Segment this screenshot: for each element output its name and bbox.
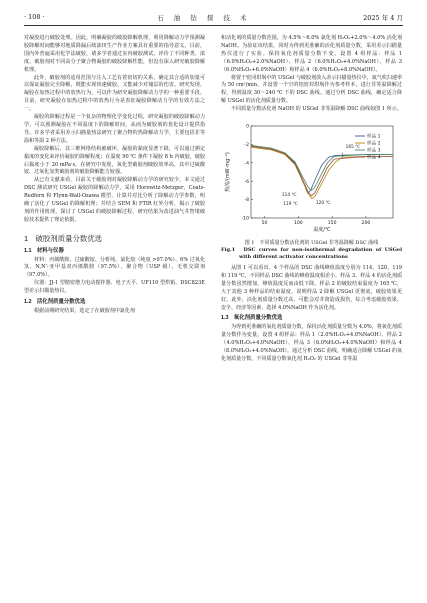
x-tick-label: 100	[293, 221, 303, 227]
instruments-paragraph: 仪器：JJ-1 型精密增力电动搅拌器、电子天平、UF110 型烘箱、DSC823E 型差示扫描量热仪。	[24, 280, 205, 295]
x-axis-label: 温度/℃	[313, 227, 331, 234]
right-column	[221, 35, 402, 364]
left-column	[24, 35, 205, 316]
peak-annotation: 114 ℃	[281, 192, 297, 198]
end-annotation: 165 ℃	[345, 145, 361, 151]
intro-paragraph: 对凝胶进行破胶处理。因此，明确凝胶的破胶降解机理，利用降解动力学预测凝胶降解时间能够对地质降漏后续油田生产作业方案具有重要的指导意义。目前，国内外普遍采用化学法破胶，诸多学者通过室内破胶测试，评价了不同种类、浓度、破胶剂对不同高分子聚合物凝胶的破胶降解性能，但没有深入研究破胶降解机理。	[24, 35, 205, 73]
y-axis-label: 热流/(mW·mg⁻¹)	[225, 152, 231, 192]
body-paragraph: 为得到更准确的氧化剂质量分数，保持活化剂质量分数为 4.0%，将氧化剂质量分数作为变量，设置 4 组样品：样品 1（2.0%H₂O₂+4.0%NaOH）、样品 2（4.0%H₂O₂+4.0%NaOH）、样品 3（6.0%H₂O₂+4.0%NaOH）和样品 4（8.0%H₂O₂+4.0%NaOH）。通过分析 DSC 曲线，明确适合降解 USGel 的氧化剂质量分数。不同质量分数氧化剂 H₂O₂ 的 USGel 非等温	[221, 324, 402, 362]
page-number: · 108 ·	[24, 13, 45, 21]
legend-label: 样品 2	[367, 141, 381, 147]
x-tick-label: 50	[261, 221, 268, 227]
intro-paragraph: 此外，破胶剂的适用范围与注入工艺有着密切的关系，确定其合适的加量可以保证凝胶完全降解，既能实现快速破胶，又能减少对储层的伤害。研究发现，凝胶在加热过程中的放热行为，可以作为研究凝胶降解动力学的一种重要手段。目前，研究凝胶在加热过程中的放热行为是表征凝胶降解动力学的有效方法之一。	[24, 74, 205, 113]
y-tick-label: -6	[244, 179, 249, 185]
section-heading: 1 破胶剂质量分数优选	[24, 233, 103, 243]
dsc-chart	[221, 118, 402, 236]
figure-caption-en: Fig.1 DSC curves for non-isothermal degradation of USGel with different activator concentrations	[221, 246, 402, 260]
peak-annotation: 119 ℃	[283, 202, 298, 208]
series-line	[251, 146, 393, 196]
journal-title: 石 油 钻 探 技 术	[157, 13, 251, 22]
body-paragraph: 不同质量分数活化剂 NaOH 的 USGel 非等温降解 DSC 曲线如图 1 所示。	[231, 106, 402, 113]
materials-paragraph: 材料：丙烯酰胺、过硫酸铵、分析纯、氯化胶（纯度 >97.0%）、6% 过氧化氢、N,N'-亚甲基双丙烯酰胺（97.5%）、聚合物（USP 级），无机交联剂（97.0%）。	[24, 256, 205, 279]
peak-annotation: 120 ℃	[315, 201, 331, 207]
subsection-heading: 1.2 活化剂质量分数优选	[24, 299, 86, 306]
x-tick-label: 200	[361, 221, 371, 227]
y-tick-label: -4	[244, 161, 249, 167]
body-paragraph: 和活化剂的质量分数范围，为 4.5%～6.0% 氯化剂 H₂O₂+2.0%～4.0% 活化剂 NaOH。为验证该结果，同时为得到更准确的活化剂质量分数，采用差示扫描量热仪进行了实验。保持氧化剂质量分数不变，设置 4 组样品：样品 1（6.0%H₂O₂+2.0%NaOH）、样品 2（6.0%H₂O₂+4.0%NaOH）、样品 3（6.0%H₂O₂+6.0%NaOH）和样品 4（6.0%H₂O₂+8.0%NaOH）。	[221, 35, 402, 73]
intro-paragraph: 凝胶的降解过程是一个复杂的物理化学变化过程，研究凝胶的破胶降解动力学，可以预测凝胶在不同温度下的降解时间，从而为破胶剂的优化设计提供指导。许多学者采用差示扫描量热法研究了聚合物的热降解动力学，主要包括非等温和等温 2 种方法。	[24, 114, 205, 144]
subsection-heading: 1.1 材料与仪器	[24, 247, 64, 254]
y-tick-label: -2	[244, 143, 249, 149]
running-header	[24, 11, 403, 23]
subsection-heading: 1.3 氧化剂质量分数优选	[221, 315, 283, 322]
y-tick-label: -8	[244, 198, 249, 204]
legend-label: 样品 3	[367, 148, 381, 154]
intro-paragraph: 从已有文献来看，目前关于破胶剂对凝胶降解动力学的研究较少，本文通过 DSC 测试研究 USGel 凝胶的降解动力学，采用 Horowitz-Metzger、Coats-Redfern 和 Flynn-Wall-Ozawa 模型，计算并对比分析了降解动力学参数，明确了活化了 USGel 的降解机理；并结合 SEM 和 FTIR 红外分析，揭示了破胶剂的作用机理，探讨了 USGel 的破胶降解过程，研究结果为改进油气井智堵破胶技术提供了理论依据。	[24, 177, 205, 223]
figure-caption-cn: 图 1 不同质量分数活化剂的 USGel 非等温降解 DSC 曲线	[244, 239, 379, 246]
body-paragraph: 从图 1 可以看出，4 个样品的 DSC 曲线峰值温度分别为 114，120，119 和 119 ℃，不同样品 DSC 曲线的峰值温度相差小，样品 3、样品 4 的活化剂质量分数虽然增加，峰值温度反而由低下降。样品 2 的破胶结束温度为 165 ℃，大于其他 3 种样品的结束温度，说明样品 2 降解 USGel 更彻底，破胶效果更好。此外，活化剂质量分数过高，可能会对井筒造成损伤，综合考虑破胶效果、安全、经济等因素，选择 4.0%NaOH 作为活化剂。	[221, 264, 402, 311]
activator-paragraph: 根据前期研究结果，选定了在破胶剂中氯化剂	[34, 308, 135, 314]
header-rule	[24, 25, 403, 26]
y-tick-label: -10	[241, 216, 249, 222]
intro-paragraph: 凝胶降解后，其三维网络结构被破坏，凝胶的黏度显著下降，可以通过测定黏度的变化来评价凝胶的降解程度；在温度 90 ℃ 条件下凝胶 8 h 内破胶，破胶后黏度小于 20 mPa·s。在研究中发现，氧化型破胶剂破胶效率高，其中过硫酸铵、过氧化氢类破胶剂的破胶降解能力较强。	[24, 145, 205, 176]
x-tick-label: 150	[327, 221, 337, 227]
y-tick-label: 0	[246, 124, 249, 130]
issue-date: 2025 年 4 月	[363, 13, 403, 22]
body-paragraph: 将置于密闭坩埚中的 USGel 与破胶剂放入差示扫描量热仪中，氮气吹扫速率为 50 cm³/min，并设置一个空的铝密封坩埚作为参考样本，进行非等温降解过程，得到温度 30～240 ℃ 下的 DSC 曲线。通过分析 DSC 曲线，确定适合降解 USGel 的活化剂质量分数。	[221, 74, 402, 105]
legend-label: 样品 4	[367, 155, 381, 161]
legend-label: 样品 1	[367, 134, 381, 140]
